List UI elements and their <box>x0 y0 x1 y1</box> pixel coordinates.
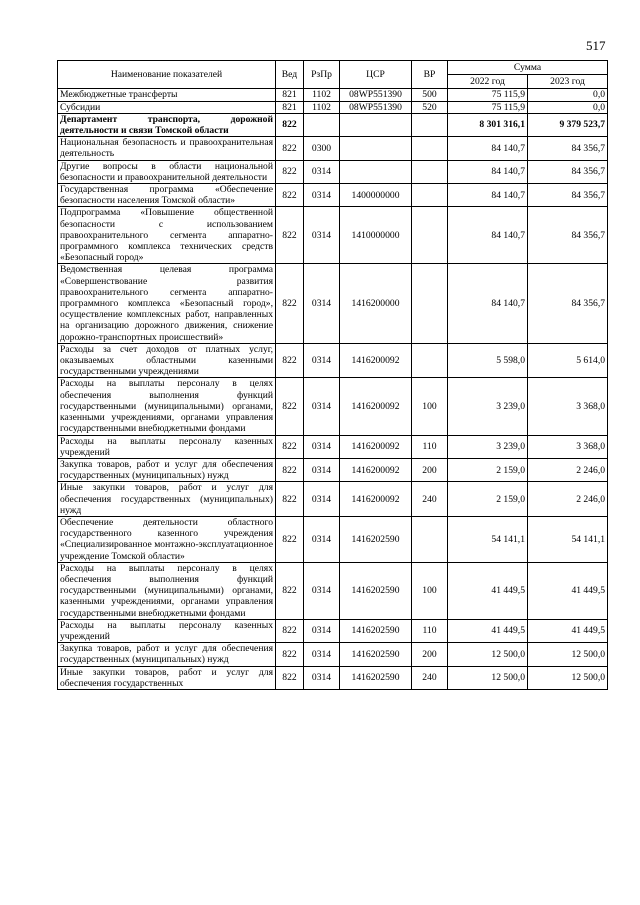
cell-2023: 41 449,5 <box>528 562 608 619</box>
cell-csr: 1416200092 <box>340 343 412 378</box>
cell-2023: 12 500,0 <box>528 643 608 666</box>
cell-name: Обеспечение деятельности областного государственного казенного учреждения «Специализированное монтажно-эксплуатационное учреждение Томской области» <box>58 516 276 562</box>
cell-2023: 5 614,0 <box>528 343 608 378</box>
cell-vr: 240 <box>412 482 448 517</box>
cell-vr <box>412 516 448 562</box>
cell-2023: 84 356,7 <box>528 207 608 264</box>
cell-csr: 1416200000 <box>340 264 412 343</box>
cell-ved: 822 <box>276 137 304 160</box>
cell-name: Расходы на выплаты персоналу казенных учреждений <box>58 619 276 642</box>
cell-csr: 1416202590 <box>340 516 412 562</box>
cell-name: Закупка товаров, работ и услуг для обеспечения государственных (муниципальных) нужд <box>58 643 276 666</box>
table-row <box>58 562 608 619</box>
cell-ved: 821 <box>276 101 304 113</box>
cell-csr: 08WP551390 <box>340 89 412 101</box>
table-row <box>58 137 608 160</box>
header-year-2023: 2023 год <box>528 75 608 89</box>
cell-2023: 3 368,0 <box>528 435 608 458</box>
cell-2023: 12 500,0 <box>528 666 608 689</box>
table-row <box>58 343 608 378</box>
cell-rzpr: 0314 <box>304 343 340 378</box>
cell-2023: 3 368,0 <box>528 378 608 435</box>
table-row <box>58 184 608 207</box>
cell-csr <box>340 160 412 183</box>
cell-csr: 1416202590 <box>340 666 412 689</box>
cell-name: Расходы на выплаты персоналу в целях обеспечения выполнения функций государственными (муниципальными) органами, казенными учреждениями, органами управления государственными внебюджетными фондами <box>58 378 276 435</box>
cell-name: Национальная безопасность и правоохранительная деятельность <box>58 137 276 160</box>
cell-csr: 1416202590 <box>340 619 412 642</box>
cell-rzpr: 0314 <box>304 160 340 183</box>
table-row <box>58 458 608 481</box>
cell-rzpr: 1102 <box>304 89 340 101</box>
cell-ved: 822 <box>276 666 304 689</box>
page-number: 517 <box>586 38 606 53</box>
cell-name: Закупка товаров, работ и услуг для обеспечения государственных (муниципальных) нужд <box>58 458 276 481</box>
cell-2022: 5 598,0 <box>448 343 528 378</box>
table-row <box>58 666 608 689</box>
table-row <box>58 207 608 264</box>
cell-rzpr: 0314 <box>304 378 340 435</box>
cell-2022: 2 159,0 <box>448 482 528 517</box>
cell-2023: 2 246,0 <box>528 482 608 517</box>
cell-2023: 41 449,5 <box>528 619 608 642</box>
cell-vr <box>412 264 448 343</box>
cell-vr: 100 <box>412 562 448 619</box>
cell-csr: 1416202590 <box>340 562 412 619</box>
cell-rzpr: 0314 <box>304 619 340 642</box>
cell-name: Расходы за счет доходов от платных услуг, оказываемых областными казенными государственными учреждениями <box>58 343 276 378</box>
cell-vr: 110 <box>412 435 448 458</box>
cell-vr <box>412 184 448 207</box>
cell-ved: 822 <box>276 619 304 642</box>
cell-csr <box>340 137 412 160</box>
cell-vr: 200 <box>412 458 448 481</box>
table-header <box>58 61 608 89</box>
cell-vr: 110 <box>412 619 448 642</box>
cell-2023: 84 356,7 <box>528 184 608 207</box>
header-name: Наименование показателей <box>58 61 276 89</box>
cell-rzpr: 0300 <box>304 137 340 160</box>
cell-name: Другие вопросы в области национальной безопасности и правоохранительной деятельности <box>58 160 276 183</box>
cell-name: Иные закупки товаров, работ и услуг для обеспечения государственных <box>58 666 276 689</box>
cell-name: Департамент транспорта, дорожной деятельности и связи Томской области <box>58 113 276 136</box>
cell-csr: 08WP551390 <box>340 101 412 113</box>
table-row <box>58 101 608 113</box>
table-row <box>58 482 608 517</box>
cell-ved: 822 <box>276 458 304 481</box>
table-row <box>58 619 608 642</box>
cell-ved: 822 <box>276 516 304 562</box>
cell-name: Расходы на выплаты персоналу казенных учреждений <box>58 435 276 458</box>
cell-2023: 0,0 <box>528 89 608 101</box>
cell-csr: 1416200092 <box>340 435 412 458</box>
cell-csr <box>340 113 412 136</box>
cell-csr: 1416200092 <box>340 482 412 517</box>
cell-rzpr: 0314 <box>304 482 340 517</box>
cell-name: Субсидии <box>58 101 276 113</box>
cell-ved: 822 <box>276 643 304 666</box>
header-year-2022: 2022 год <box>448 75 528 89</box>
cell-ved: 822 <box>276 184 304 207</box>
cell-name: Межбюджетные трансферты <box>58 89 276 101</box>
cell-2022: 41 449,5 <box>448 562 528 619</box>
cell-ved: 821 <box>276 89 304 101</box>
cell-csr: 1400000000 <box>340 184 412 207</box>
cell-rzpr: 0314 <box>304 435 340 458</box>
cell-ved: 822 <box>276 343 304 378</box>
cell-2023: 84 356,7 <box>528 160 608 183</box>
cell-rzpr <box>304 113 340 136</box>
cell-csr: 1416202590 <box>340 643 412 666</box>
cell-rzpr: 0314 <box>304 562 340 619</box>
cell-vr <box>412 207 448 264</box>
cell-ved: 822 <box>276 435 304 458</box>
cell-rzpr: 0314 <box>304 516 340 562</box>
cell-ved: 822 <box>276 113 304 136</box>
cell-2023: 2 246,0 <box>528 458 608 481</box>
cell-2022: 8 301 316,1 <box>448 113 528 136</box>
table-row <box>58 435 608 458</box>
table-row <box>58 643 608 666</box>
cell-2023: 84 356,7 <box>528 137 608 160</box>
table-row <box>58 160 608 183</box>
cell-2022: 2 159,0 <box>448 458 528 481</box>
cell-2023: 84 356,7 <box>528 264 608 343</box>
table-row <box>58 264 608 343</box>
cell-2022: 12 500,0 <box>448 643 528 666</box>
cell-name: Ведомственная целевая программа «Совершенствование развития правоохранительного сегмента аппаратно-программного комплекса «Безопасный город», осуществление комплексных работ, направленных на организацию дорожного движения, снижение дорожно-транспортных происшествий» <box>58 264 276 343</box>
header-csr: ЦСР <box>340 61 412 89</box>
cell-ved: 822 <box>276 264 304 343</box>
budget-table <box>57 60 608 690</box>
cell-rzpr: 0314 <box>304 264 340 343</box>
cell-rzpr: 0314 <box>304 207 340 264</box>
header-sum: Сумма <box>448 61 608 75</box>
cell-vr: 240 <box>412 666 448 689</box>
table-row <box>58 89 608 101</box>
cell-2022: 75 115,9 <box>448 101 528 113</box>
cell-name: Подпрограмма «Повышение общественной безопасности с использованием правоохранительного сегмента аппаратно-программного комплекса технических средств «Безопасный город» <box>58 207 276 264</box>
cell-vr <box>412 137 448 160</box>
cell-2023: 9 379 523,7 <box>528 113 608 136</box>
cell-vr <box>412 160 448 183</box>
cell-rzpr: 0314 <box>304 458 340 481</box>
cell-2022: 54 141,1 <box>448 516 528 562</box>
cell-2022: 84 140,7 <box>448 137 528 160</box>
cell-vr: 520 <box>412 101 448 113</box>
cell-2022: 84 140,7 <box>448 184 528 207</box>
header-ved: Вед <box>276 61 304 89</box>
header-rzpr: РзПр <box>304 61 340 89</box>
cell-name: Расходы на выплаты персоналу в целях обеспечения выполнения функций государственными (муниципальными) органами, казенными учреждениями, органами управления государственными внебюджетными фондами <box>58 562 276 619</box>
cell-vr: 100 <box>412 378 448 435</box>
cell-vr <box>412 113 448 136</box>
cell-2023: 54 141,1 <box>528 516 608 562</box>
cell-2023: 0,0 <box>528 101 608 113</box>
cell-csr: 1416200092 <box>340 458 412 481</box>
cell-name: Государственная программа «Обеспечение безопасности населения Томской области» <box>58 184 276 207</box>
table-body <box>58 89 608 690</box>
cell-rzpr: 0314 <box>304 643 340 666</box>
cell-2022: 75 115,9 <box>448 89 528 101</box>
table-row <box>58 516 608 562</box>
cell-ved: 822 <box>276 207 304 264</box>
cell-csr: 1410000000 <box>340 207 412 264</box>
cell-rzpr: 1102 <box>304 101 340 113</box>
cell-2022: 84 140,7 <box>448 207 528 264</box>
cell-rzpr: 0314 <box>304 666 340 689</box>
cell-name: Иные закупки товаров, работ и услуг для обеспечения государственных (муниципальных) нужд <box>58 482 276 517</box>
cell-2022: 41 449,5 <box>448 619 528 642</box>
cell-rzpr: 0314 <box>304 184 340 207</box>
table-row <box>58 378 608 435</box>
header-vr: ВР <box>412 61 448 89</box>
cell-ved: 822 <box>276 562 304 619</box>
cell-ved: 822 <box>276 160 304 183</box>
cell-ved: 822 <box>276 378 304 435</box>
cell-2022: 3 239,0 <box>448 378 528 435</box>
cell-vr: 500 <box>412 89 448 101</box>
cell-2022: 84 140,7 <box>448 160 528 183</box>
cell-vr: 200 <box>412 643 448 666</box>
cell-2022: 84 140,7 <box>448 264 528 343</box>
cell-csr: 1416200092 <box>340 378 412 435</box>
cell-2022: 12 500,0 <box>448 666 528 689</box>
cell-vr <box>412 343 448 378</box>
table-row <box>58 113 608 136</box>
cell-2022: 3 239,0 <box>448 435 528 458</box>
cell-ved: 822 <box>276 482 304 517</box>
